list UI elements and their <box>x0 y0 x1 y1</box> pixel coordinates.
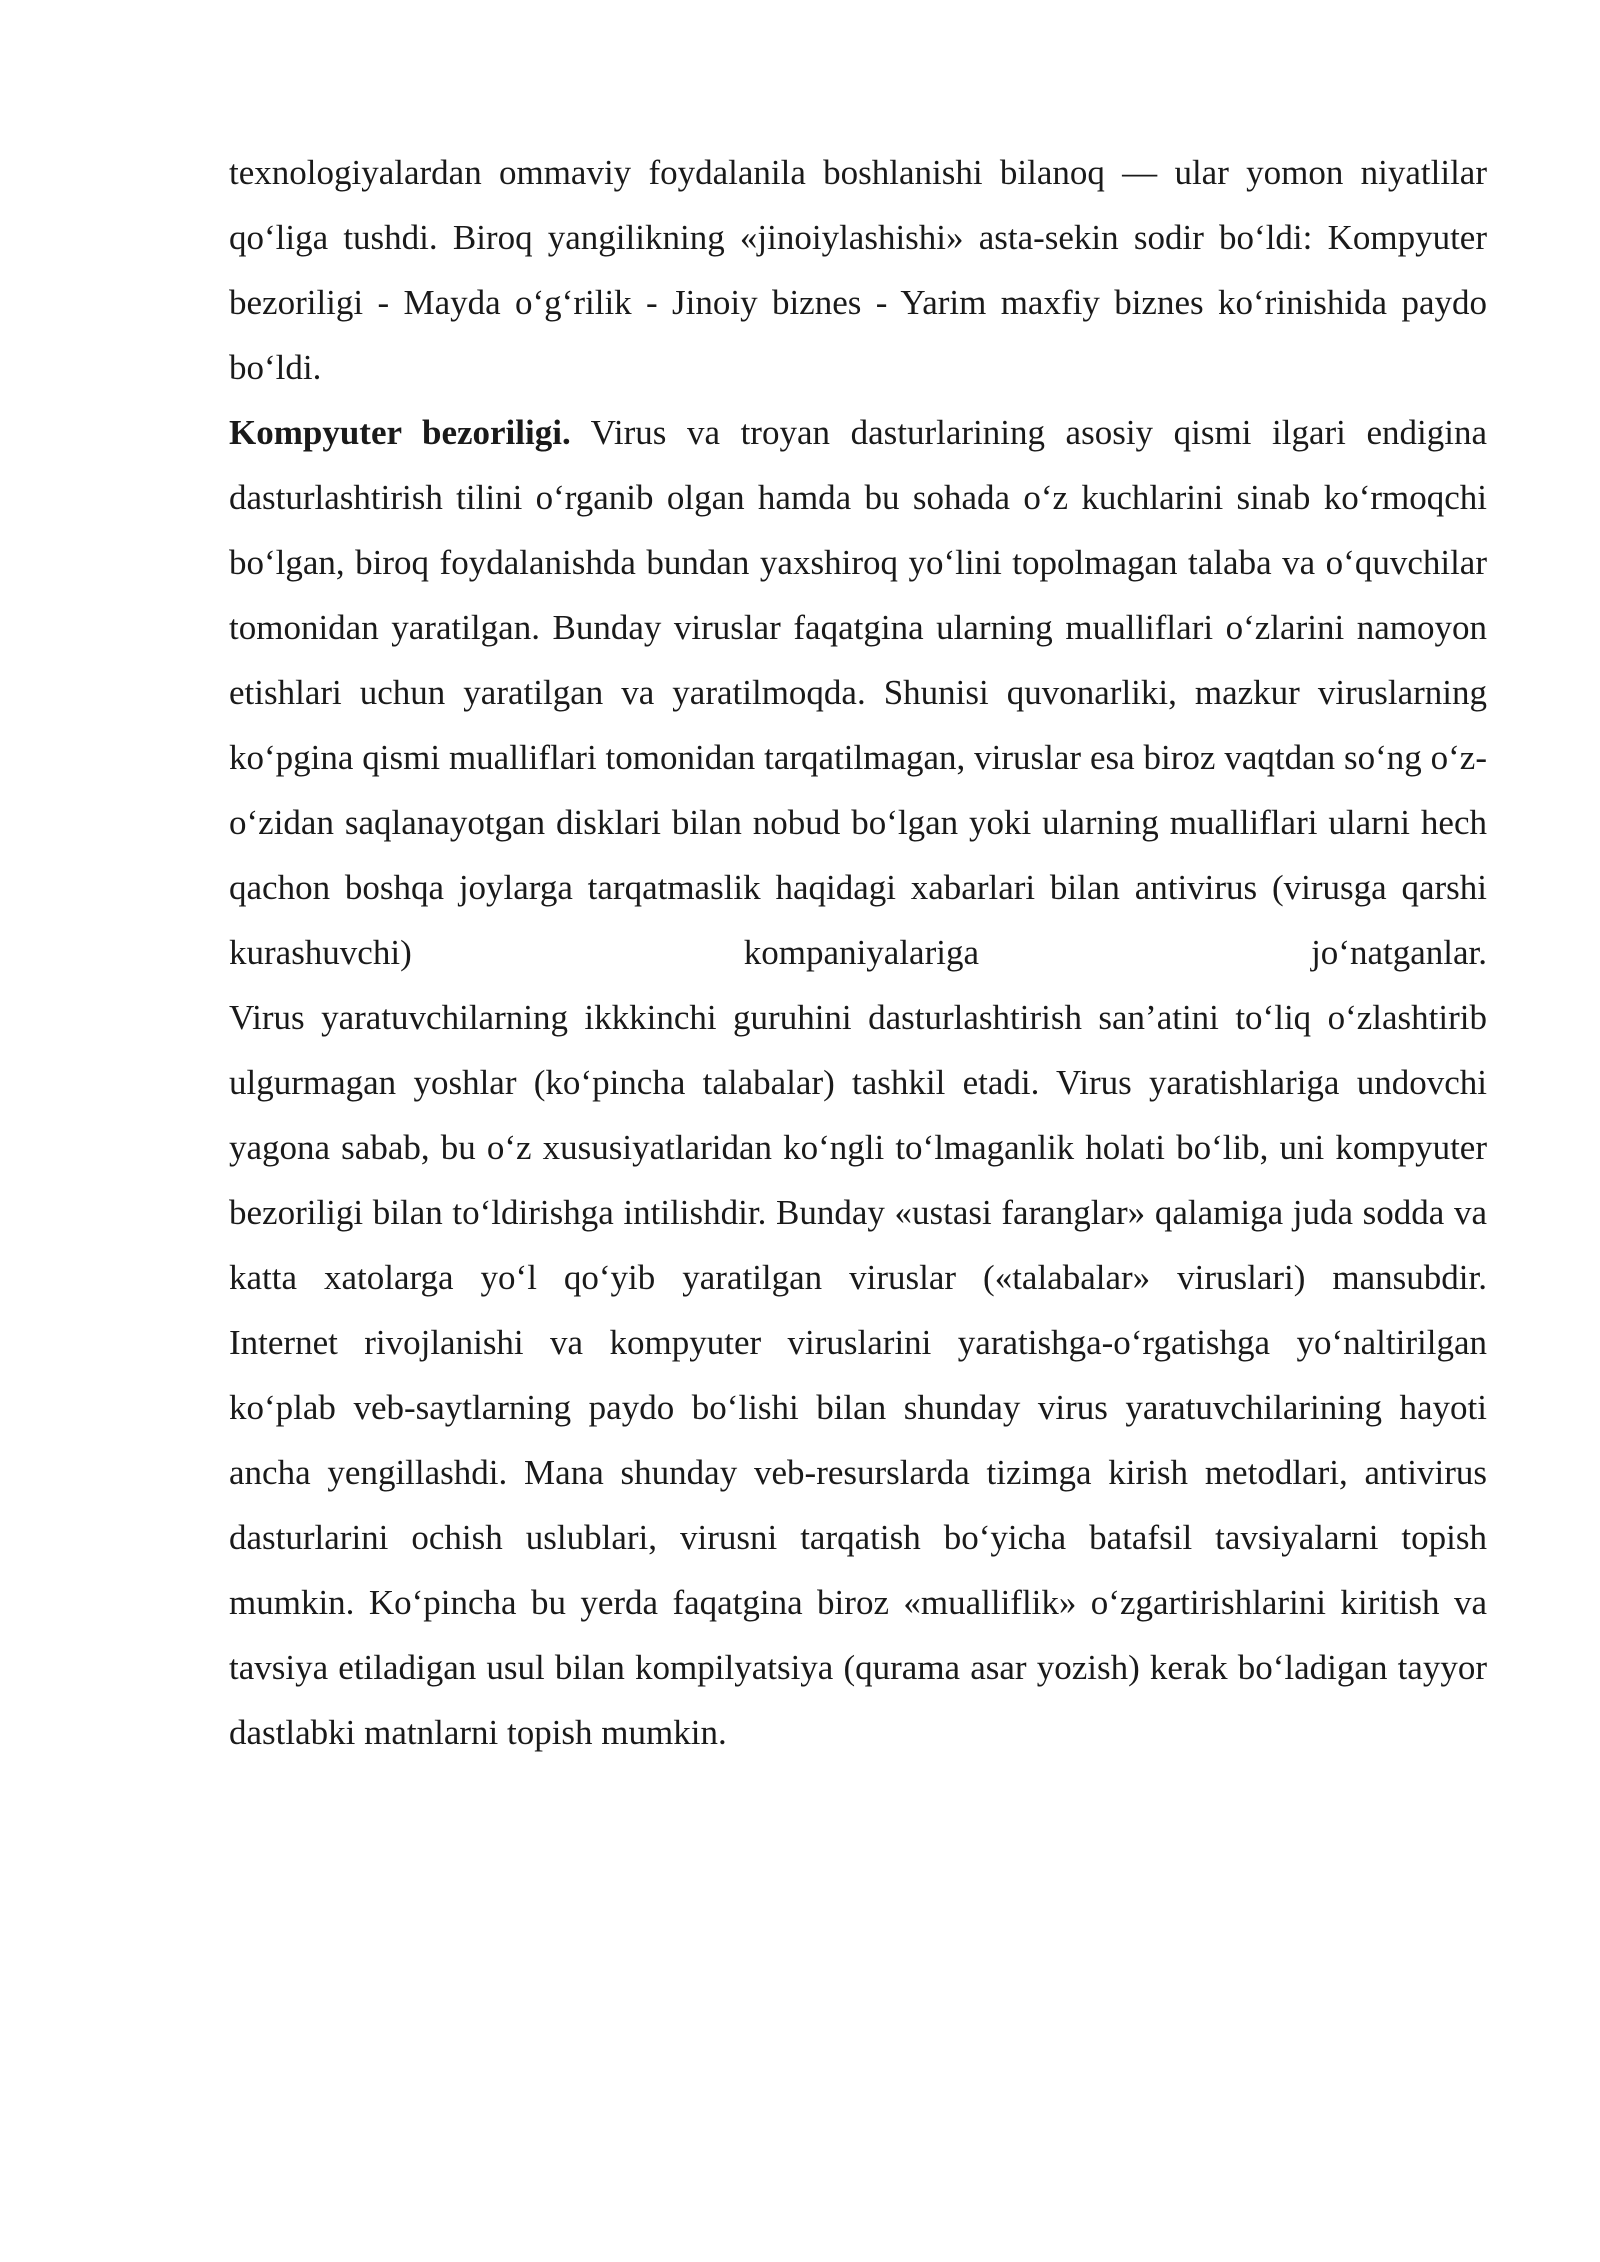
paragraph-internet-text: Internet rivojlanishi va kompyuter viruslarini yaratishga-o‘rgatishga yo‘naltirilgan ko‘plab veb-saytlarning paydo bo‘lishi bilan shunday virus yaratuvchilarining hayoti ancha yengillashdi. Mana shunday veb-resurslarda tizimga kirish metodlari, antivirus dasturlarini ochish uslublari, virusni tarqatish bo‘yicha batafsil tavsiyalarni topish mumkin. Ko‘pincha bu yerda faqatgina biroz «mualliflik» o‘zgartirishlarini kiritish va tavsiya etiladigan usul bilan kompilyatsiya (qurama asar yozish) kerak bo‘ladigan tayyor dastlabki matnlarni topish mumkin. <box>229 1323 1487 1752</box>
paragraph-kompyuter-bezoriligi <box>229 400 1487 985</box>
paragraph-intro-text: texnologiyalardan ommaviy foydalanila boshlanishi bilanoq — ular yomon niyatlilar qo‘liga tushdi. Biroq yangilikning «jinoiylashishi» asta-sekin sodir bo‘ldi: Kompyuter bezoriligi - Mayda o‘g‘rilik - Jinoiy biznes - Yarim maxfiy biznes ko‘rinishida paydo bo‘ldi. <box>229 153 1487 387</box>
document-page <box>229 140 1487 1765</box>
paragraph-intro <box>229 140 1487 400</box>
paragraph-second-group-text: Virus yaratuvchilarning ikkkinchi guruhini dasturlashtirish san’atini to‘liq o‘zlashtirib ulgurmagan yoshlar (ko‘pincha talabalar) tashkil etadi. Virus yaratishlariga undovchi yagona sabab, bu o‘z xususiyatlaridan ko‘ngli to‘lmaganlik holati bo‘lib, uni kompyuter bezoriligi bilan to‘ldirishga intilishdir. Bunday «ustasi faranglar» qalamiga juda sodda va katta xatolarga yo‘l qo‘yib yaratilgan viruslar («talabalar» viruslari) mansubdir. <box>229 998 1487 1297</box>
paragraph-second-group <box>229 985 1487 1310</box>
paragraph-body-text: Virus va troyan dasturlarining asosiy qismi ilgari endigina dasturlashtirish tilini o‘rganib olgan hamda bu sohada o‘z kuchlarini sinab ko‘rmoqchi bo‘lgan, biroq foydalanishda bundan yaxshiroq yo‘lini topolmagan talaba va o‘quvchilar tomonidan yaratilgan. Bunday viruslar faqatgina ularning mualliflari o‘zlarini namoyon etishlari uchun yaratilgan va yaratilmoqda. Shunisi quvonarliki, mazkur viruslarning ko‘pgina qismi mualliflari tomonidan tarqatilmagan, viruslar esa biroz vaqtdan so‘ng o‘z-o‘zidan saqlanayotgan disklari bilan nobud bo‘lgan yoki ularning mualliflari ularni hech qachon boshqa joylarga tarqatmaslik haqidagi xabarlari bilan antivirus (virusga qarshi kurashuvchi) kompaniyalariga jo‘natganlar. <box>229 413 1488 972</box>
paragraph-internet <box>229 1310 1487 1765</box>
paragraph-heading: Kompyuter bezoriligi. <box>229 413 571 452</box>
